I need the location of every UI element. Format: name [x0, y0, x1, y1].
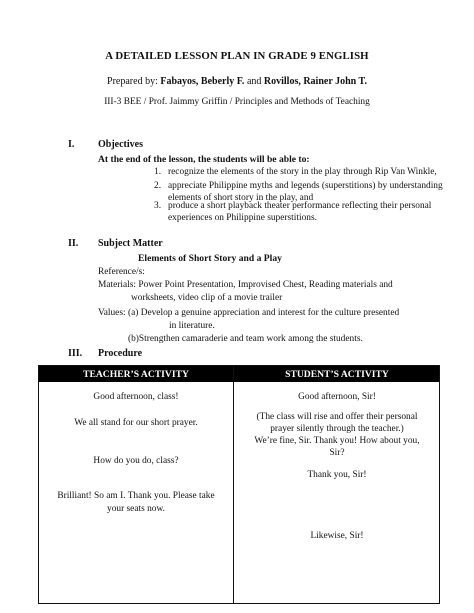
- teacher-line-1: Good afternoon, class!: [93, 392, 179, 402]
- materials-line-1: Materials: Power Point Presentation, Improvised Chest, Reading materials and: [98, 280, 393, 290]
- procedure-table: [38, 365, 440, 604]
- student-activity-header: STUDENT’S ACTIVITY: [285, 369, 389, 380]
- author-2: Rovillos, Rainer John T.: [263, 76, 367, 87]
- objective-2-number: 2.: [154, 181, 162, 191]
- document-title: A DETAILED LESSON PLAN IN GRADE 9 ENGLISH: [105, 50, 369, 62]
- teacher-activity-header: TEACHER’S ACTIVITY: [83, 369, 189, 380]
- section-2-number: II.: [68, 238, 79, 249]
- teacher-line-3: How do you do, class?: [93, 456, 179, 466]
- values-a-line-2: in literature.: [169, 321, 215, 331]
- objective-3-number: 3.: [154, 201, 162, 211]
- section-3-title: Procedure: [98, 348, 143, 359]
- objective-1-number: 1.: [154, 167, 162, 177]
- student-line-2: (The class will rise and offer their personal: [256, 412, 418, 422]
- student-line-6: Thank you, Sir!: [307, 470, 367, 480]
- values-a-line-1: Values: (a) Develop a genuine appreciation and interest for the culture presented: [98, 308, 400, 318]
- teacher-line-5: your seats now.: [107, 504, 165, 514]
- objective-3-text: produce a short playback theater performance reflecting their personal experiences on Philippine superstitions.: [168, 201, 432, 223]
- subject-topic: Elements of Short Story and a Play: [138, 253, 282, 264]
- section-1-number: I.: [68, 139, 75, 150]
- course-line: III-3 BEE / Prof. Jaimmy Griffin / Principles and Methods of Teaching: [104, 97, 370, 107]
- section-2-title: Subject Matter: [98, 238, 163, 249]
- author-conjunction: and: [246, 76, 262, 87]
- materials-line-2: worksheets, video clip of a movie trailer: [131, 293, 283, 303]
- teacher-line-2: We all stand for our short prayer.: [74, 418, 198, 428]
- student-line-5: Sir?: [329, 448, 345, 458]
- objectives-intro: At the end of the lesson, the students will be able to:: [98, 154, 310, 165]
- author-1: Fabayos, Beberly F.: [160, 76, 245, 87]
- objective-2-text: appreciate Philippine myths and legends (superstitions) by understanding elements of short story in the play, and: [168, 181, 443, 203]
- values-b-line: (b)Strengthen camaraderie and team work among the students.: [128, 334, 363, 344]
- section-1-title: Objectives: [98, 139, 143, 150]
- student-line-3: prayer silently through the teacher.): [270, 424, 404, 434]
- objective-1-text: recognize the elements of the story in the play through Rip Van Winkle,: [168, 167, 437, 177]
- student-line-4: We’re fine, Sir. Thank you! How about you,: [254, 436, 420, 446]
- prepared-by-line: [0, 76, 474, 89]
- section-3-number: III.: [68, 348, 83, 359]
- prepared-by-label: Prepared by:: [107, 76, 158, 87]
- teacher-line-4: Brilliant! So am I. Thank you. Please take: [57, 491, 215, 501]
- student-line-1: Good afternoon, Sir!: [298, 392, 376, 402]
- references-label: Reference/s:: [98, 267, 145, 277]
- student-line-7: Likewise, Sir!: [310, 531, 364, 541]
